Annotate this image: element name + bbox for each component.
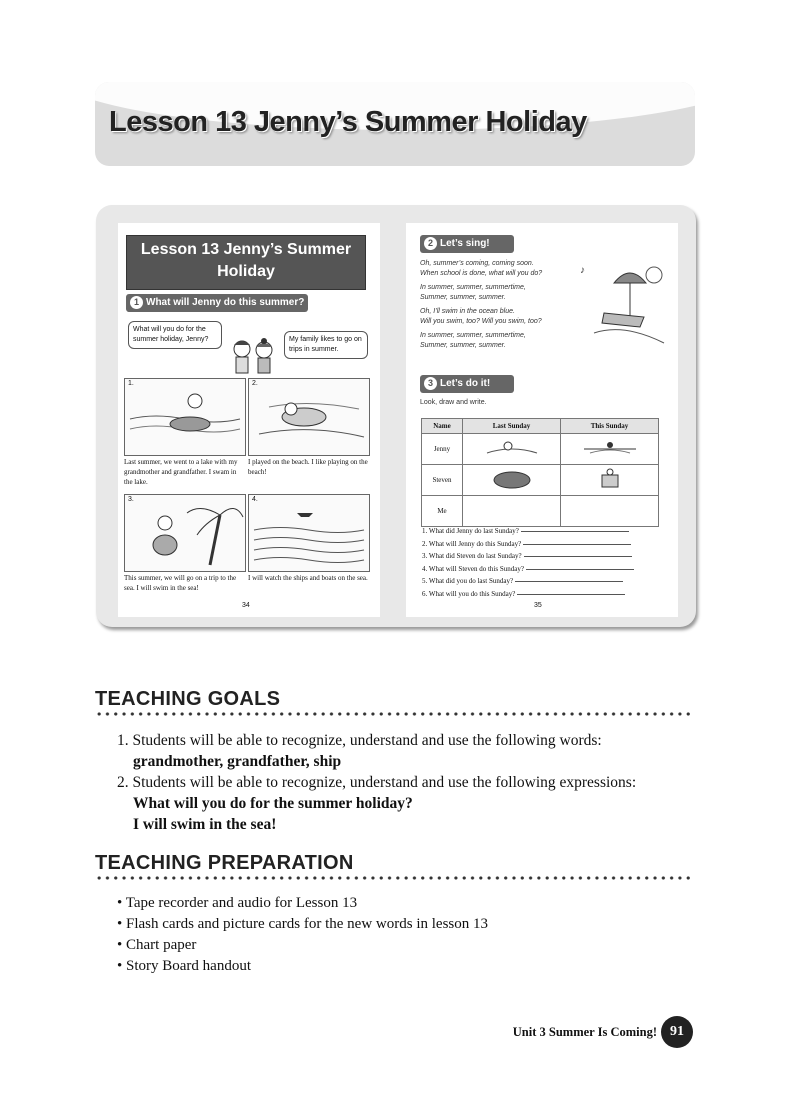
question-item (422, 563, 634, 576)
inner-lesson-title (126, 235, 366, 290)
story-panel-3 (124, 494, 246, 572)
speech-bubble-boy: What will you do for the summer holiday, Jenny? (128, 321, 222, 349)
teaching-preparation-heading: TEACHING PREPARATION (95, 852, 354, 874)
inner-title-line2: Holiday (217, 263, 275, 280)
question-text: 6. What will you do this Sunday? (422, 589, 516, 598)
question-text: 2. What will Jenny do this Sunday? (422, 539, 522, 548)
beach-umbrella-illustration (574, 253, 670, 353)
song-line: In summer, summer, summertime, (420, 284, 526, 291)
section-2-label (420, 235, 514, 253)
question-text: 3. What did Steven do last Sunday? (422, 552, 522, 560)
panel-1-caption: Last summer, we went to a lake with my grandmother and grandfather. I swam in the lake. (124, 458, 238, 486)
table-row (422, 496, 659, 527)
lesson-title: Lesson 13 Jenny’s Summer Holiday (109, 106, 587, 138)
question-list (422, 525, 634, 600)
inner-title-line1: Lesson 13 Jenny’s Summer (140, 241, 352, 258)
steven-last-sunday-picture (482, 467, 542, 491)
beach-play-picture (249, 379, 369, 455)
panel-number: 3. (128, 496, 134, 503)
table-cell-empty (463, 496, 561, 527)
table-row (422, 465, 659, 496)
table-cell-picture (561, 434, 659, 465)
song-line: Summer, summer, summer. (420, 294, 506, 301)
song-line: Oh, I’ll swim in the ocean blue. (420, 308, 515, 315)
table-header: Last Sunday (463, 419, 561, 434)
unit-title: Unit 3 Summer Is Coming! (512, 1024, 657, 1039)
table-cell-name: Jenny (422, 434, 463, 465)
textbook-page-left (118, 223, 380, 617)
question-item (422, 538, 634, 551)
story-panel-1 (124, 378, 246, 456)
song-line: Summer, summer, summer. (420, 342, 506, 349)
preparation-item: • Story Board handout (117, 958, 251, 974)
steven-this-sunday-picture (580, 467, 640, 491)
question-text: 1. What did Jenny do last Sunday? (422, 527, 519, 535)
panel-4-caption: I will watch the ships and boats on the sea. (248, 574, 368, 582)
children-illustration (228, 335, 278, 377)
jenny-this-sunday-picture (580, 437, 640, 459)
table-cell-empty (561, 496, 659, 527)
textbook-spread (96, 205, 696, 627)
table-header: Name (422, 419, 463, 434)
section-3-text: Let’s do it! (440, 378, 491, 389)
table-cell-picture (561, 465, 659, 496)
goal-words: grandmother, grandfather, ship (133, 753, 342, 770)
song-line: When school is done, what will you do? (420, 270, 543, 277)
question-item (422, 575, 634, 588)
preparation-item: • Chart paper (117, 937, 197, 953)
question-text: 4. What will Steven do this Sunday? (422, 564, 524, 573)
song-line: Oh, summer’s coming, coming soon. (420, 260, 534, 267)
question-item (422, 525, 634, 538)
activity-instruction: Look, draw and write. (420, 399, 487, 406)
preparation-item: • Tape recorder and audio for Lesson 13 (117, 895, 358, 911)
svg-text:♪: ♪ (580, 265, 585, 276)
activity-table (421, 418, 659, 527)
table-cell-name: Steven (422, 465, 463, 496)
panel-number: 4. (252, 496, 258, 503)
table-cell-name: Me (422, 496, 463, 527)
section-1-number: 1 (130, 296, 143, 309)
page-number-badge: 91 (661, 1016, 693, 1048)
teaching-preparation-list (117, 893, 488, 977)
question-item (422, 550, 634, 563)
section-3-number: 3 (424, 377, 437, 390)
song-line: In summer, summer, summertime, (420, 332, 526, 339)
story-panel-4 (248, 494, 370, 572)
panel-2-caption: I played on the beach. I like playing on the beach! (248, 458, 368, 476)
lesson-banner (95, 82, 695, 166)
section-3-label (420, 375, 514, 393)
preparation-item: • Flash cards and picture cards for the new words in lesson 13 (117, 916, 488, 932)
section-1-text: What will Jenny do this summer? (146, 297, 305, 308)
section-2-text: Let’s sing! (440, 238, 490, 249)
teaching-goals-heading: TEACHING GOALS (95, 688, 281, 710)
table-cell-picture (463, 434, 561, 465)
goal-item: 2. Students will be able to recognize, understand and use the following expressions: (117, 774, 637, 791)
textbook-page-number-right: 35 (534, 602, 542, 609)
table-header-row (422, 419, 659, 434)
panel-number: 2. (252, 380, 258, 387)
story-panel-2 (248, 378, 370, 456)
dotted-divider (95, 712, 691, 716)
jenny-last-sunday-picture (482, 437, 542, 459)
section-2-number: 2 (424, 237, 437, 250)
goal-expression: What will you do for the summer holiday? (133, 795, 413, 812)
goal-item: 1. Students will be able to recognize, understand and use the following words: (117, 732, 602, 749)
lake-swim-picture (125, 379, 245, 455)
question-text: 5. What did you do last Sunday? (422, 577, 514, 585)
panel-3-caption: This summer, we will go on a trip to the sea. I will swim in the sea! (124, 574, 237, 592)
panel-number: 1. (128, 380, 134, 387)
question-item (422, 588, 634, 601)
textbook-page-right (406, 223, 678, 617)
ships-on-sea-picture (249, 495, 369, 571)
section-1-label (126, 294, 308, 312)
page-footer (513, 1016, 693, 1048)
song-line: Will you swim, too? Will you swim, too? (420, 318, 542, 325)
speech-bubble-girl: My family likes to go on trips in summer. (284, 331, 368, 359)
textbook-page-number-left: 34 (242, 602, 250, 609)
dotted-divider (95, 876, 691, 880)
song-verse-1 (420, 259, 542, 351)
table-cell-picture (463, 465, 561, 496)
table-row (422, 434, 659, 465)
trip-to-sea-picture (125, 495, 245, 571)
teaching-goals-list (117, 730, 636, 835)
goal-expression: I will swim in the sea! (133, 816, 277, 833)
table-header: This Sunday (561, 419, 659, 434)
